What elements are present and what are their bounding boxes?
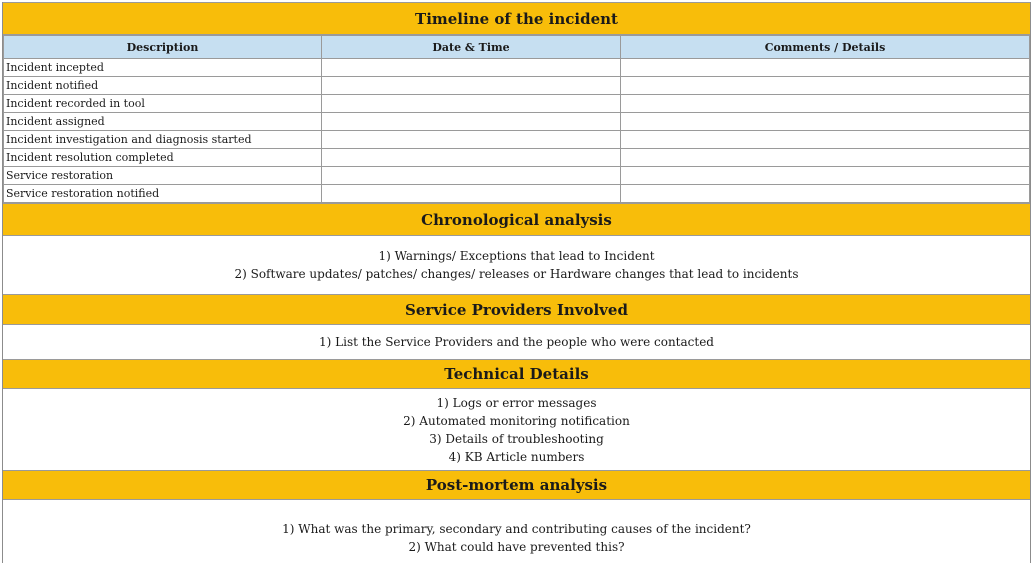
table-row	[4, 149, 1030, 167]
providers-title: Service Providers Involved	[405, 300, 628, 319]
row-date-time-cell[interactable]	[322, 95, 621, 113]
row-comments-cell[interactable]	[621, 185, 1030, 203]
row-comments-cell[interactable]	[621, 167, 1030, 185]
list-item: 1) List the Service Providers and the people who were contacted	[319, 335, 714, 349]
row-date-time-cell[interactable]	[322, 113, 621, 131]
table-row	[4, 113, 1030, 131]
technical-heading	[3, 359, 1030, 389]
providers-body[interactable]	[3, 325, 1030, 359]
table-row	[4, 131, 1030, 149]
row-date-time-cell[interactable]	[322, 131, 621, 149]
row-comments-cell[interactable]	[621, 131, 1030, 149]
row-comments-cell[interactable]	[621, 59, 1030, 77]
list-item: 3) Details of troubleshooting	[429, 431, 604, 446]
list-item: 1) Logs or error messages	[436, 395, 597, 410]
timeline-heading	[3, 2, 1030, 35]
row-description[interactable]: Incident investigation and diagnosis started	[4, 131, 322, 149]
row-date-time-cell[interactable]	[322, 167, 621, 185]
providers-heading	[3, 294, 1030, 325]
technical-title: Technical Details	[444, 365, 589, 383]
table-row	[4, 167, 1030, 185]
row-comments-cell[interactable]	[621, 77, 1030, 95]
row-description[interactable]: Service restoration	[4, 167, 322, 185]
timeline-table	[3, 35, 1030, 203]
incident-report-sheet	[2, 2, 1031, 563]
chronological-body[interactable]	[3, 236, 1030, 294]
row-description[interactable]: Incident notified	[4, 77, 322, 95]
row-comments-cell[interactable]	[621, 149, 1030, 167]
table-row	[4, 185, 1030, 203]
row-date-time-cell[interactable]	[322, 185, 621, 203]
technical-body[interactable]	[3, 389, 1030, 470]
row-date-time-cell[interactable]	[322, 77, 621, 95]
row-comments-cell[interactable]	[621, 113, 1030, 131]
chronological-title: Chronological analysis	[421, 210, 612, 229]
row-comments-cell[interactable]	[621, 95, 1030, 113]
row-description[interactable]: Incident assigned	[4, 113, 322, 131]
table-row	[4, 77, 1030, 95]
postmortem-title: Post-mortem analysis	[425, 476, 608, 494]
postmortem-body[interactable]	[3, 500, 1030, 563]
list-item: 2) Automated monitoring notification	[403, 413, 630, 428]
timeline-title: Timeline of the incident	[415, 9, 618, 28]
list-item: 4) KB Article numbers	[448, 449, 585, 464]
column-header-description: Description	[4, 36, 322, 59]
row-date-time-cell[interactable]	[322, 59, 621, 77]
postmortem-heading	[3, 470, 1030, 500]
column-header-date-time: Date & Time	[322, 36, 621, 59]
list-item: 1) What was the primary, secondary and contributing causes of the incident?	[282, 522, 751, 536]
table-row	[4, 95, 1030, 113]
timeline-header-row	[4, 36, 1030, 59]
row-description[interactable]: Incident incepted	[4, 59, 322, 77]
chronological-heading	[3, 203, 1030, 236]
column-header-comments: Comments / Details	[621, 36, 1030, 59]
table-row	[4, 59, 1030, 77]
list-item: 2) Software updates/ patches/ changes/ releases or Hardware changes that lead to incidents	[234, 267, 799, 281]
list-item: 1) Warnings/ Exceptions that lead to Incident	[378, 249, 655, 263]
row-description[interactable]: Incident recorded in tool	[4, 95, 322, 113]
list-item: 2) What could have prevented this?	[408, 540, 625, 554]
row-date-time-cell[interactable]	[322, 149, 621, 167]
row-description[interactable]: Service restoration notified	[4, 185, 322, 203]
row-description[interactable]: Incident resolution completed	[4, 149, 322, 167]
